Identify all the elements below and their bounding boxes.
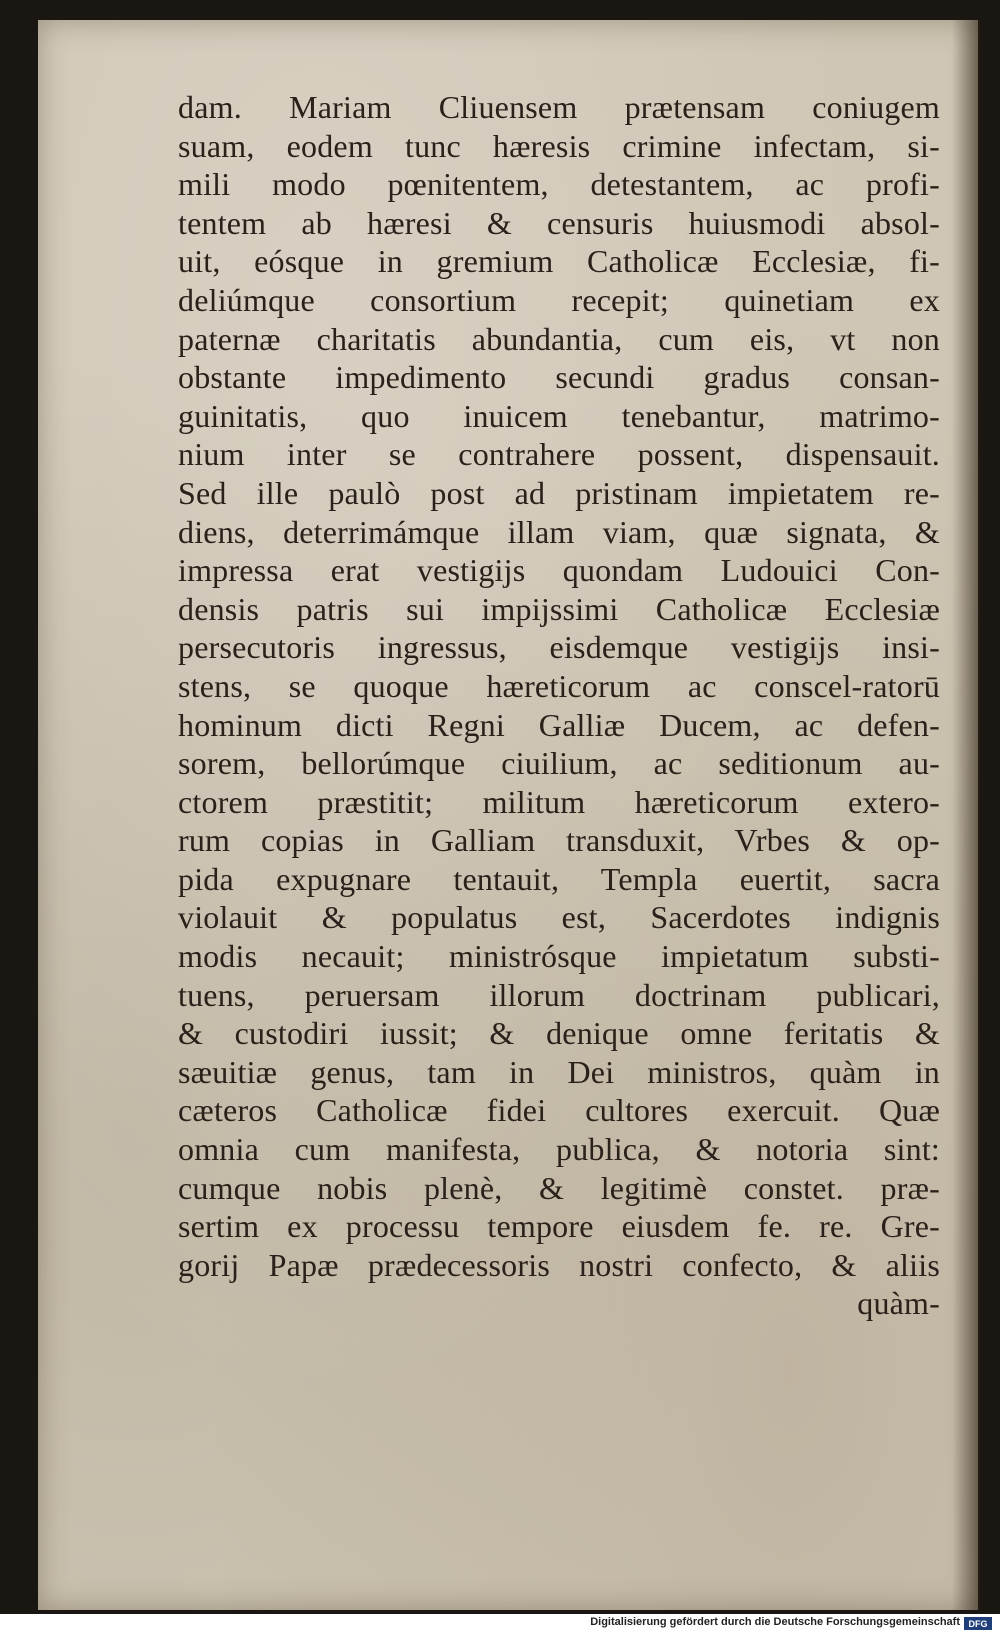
text-line: guinitatis, quo inuicem tenebantur, matrimo- [178, 397, 940, 434]
text-line: diens, deterrimámque illam viam, quæ signata, & [178, 513, 940, 550]
text-line: violauit & populatus est, Sacerdotes indignis [178, 899, 940, 936]
digitization-footer [0, 1614, 1000, 1634]
text-line: suam, eodem tunc hæresis crimine infectam, si- [178, 127, 940, 164]
text-line: cæteros Catholicæ fidei cultores exercuit. Quæ [178, 1092, 940, 1129]
text-line: Sed ille paulò post ad pristinam impietatem re- [178, 474, 940, 511]
funding-credit: Digitalisierung gefördert durch die Deutsche Forschungsgemeinschaft [590, 1616, 960, 1628]
text-line: persecutoris ingressus, eisdemque vestigijs insi- [178, 629, 940, 666]
page-binding-shadow [952, 20, 980, 1610]
text-line: gorij Papæ prædecessoris nostri confecto, & aliis [178, 1246, 940, 1283]
text-line: stens, se quoque hæreticorum ac conscel-ratorū [178, 667, 940, 704]
body-text [178, 88, 940, 1323]
text-line: sertim ex processu tempore eiusdem fe. re. Gre- [178, 1208, 940, 1245]
text-line: pida expugnare tentauit, Templa euertit, sacra [178, 860, 940, 897]
text-line: uit, eósque in gremium Catholicæ Ecclesiæ, fi- [178, 243, 940, 280]
dfg-logo-icon: DFG [964, 1617, 992, 1630]
text-line: cumque nobis plenè, & legitimè constet. præ- [178, 1169, 940, 1206]
text-line: rum copias in Galliam transduxit, Vrbes & op- [178, 822, 940, 859]
text-line: obstante impedimento secundi gradus consan- [178, 359, 940, 396]
text-line: ctorem præstitit; militum hæreticorum extero- [178, 783, 940, 820]
text-line: modis necauit; ministrósque impietatum substi- [178, 938, 940, 975]
text-line: tuens, peruersam illorum doctrinam publicari, [178, 976, 940, 1013]
text-line: hominum dicti Regni Galliæ Ducem, ac defen- [178, 706, 940, 743]
text-line: sorem, bellorúmque ciuilium, ac seditionum au- [178, 745, 940, 782]
text-line: dam. Mariam Cliuensem prætensam coniugem [178, 89, 940, 125]
catchword: quàm- [857, 1285, 940, 1322]
text-line: densis patris sui impijssimi Catholicæ Ecclesiæ [178, 590, 940, 627]
text-line: deliúmque consortium recepit; quinetiam ex [178, 281, 940, 318]
text-line: nium inter se contrahere possent, dispensauit. [178, 436, 940, 473]
text-line: paternæ charitatis abundantia, cum eis, vt non [178, 320, 940, 357]
text-line: mili modo pœnitentem, detestantem, ac profi- [178, 166, 940, 203]
text-line: sæuitiæ genus, tam in Dei ministros, quàm in [178, 1053, 940, 1090]
text-line: tentem ab hæresi & censuris huiusmodi absol- [178, 204, 940, 241]
text-line: impressa erat vestigijs quondam Ludouici Con- [178, 552, 940, 589]
text-line: & custodiri iussit; & denique omne feritatis & [178, 1015, 940, 1052]
text-line: omnia cum manifesta, publica, & notoria sint: [178, 1131, 940, 1168]
